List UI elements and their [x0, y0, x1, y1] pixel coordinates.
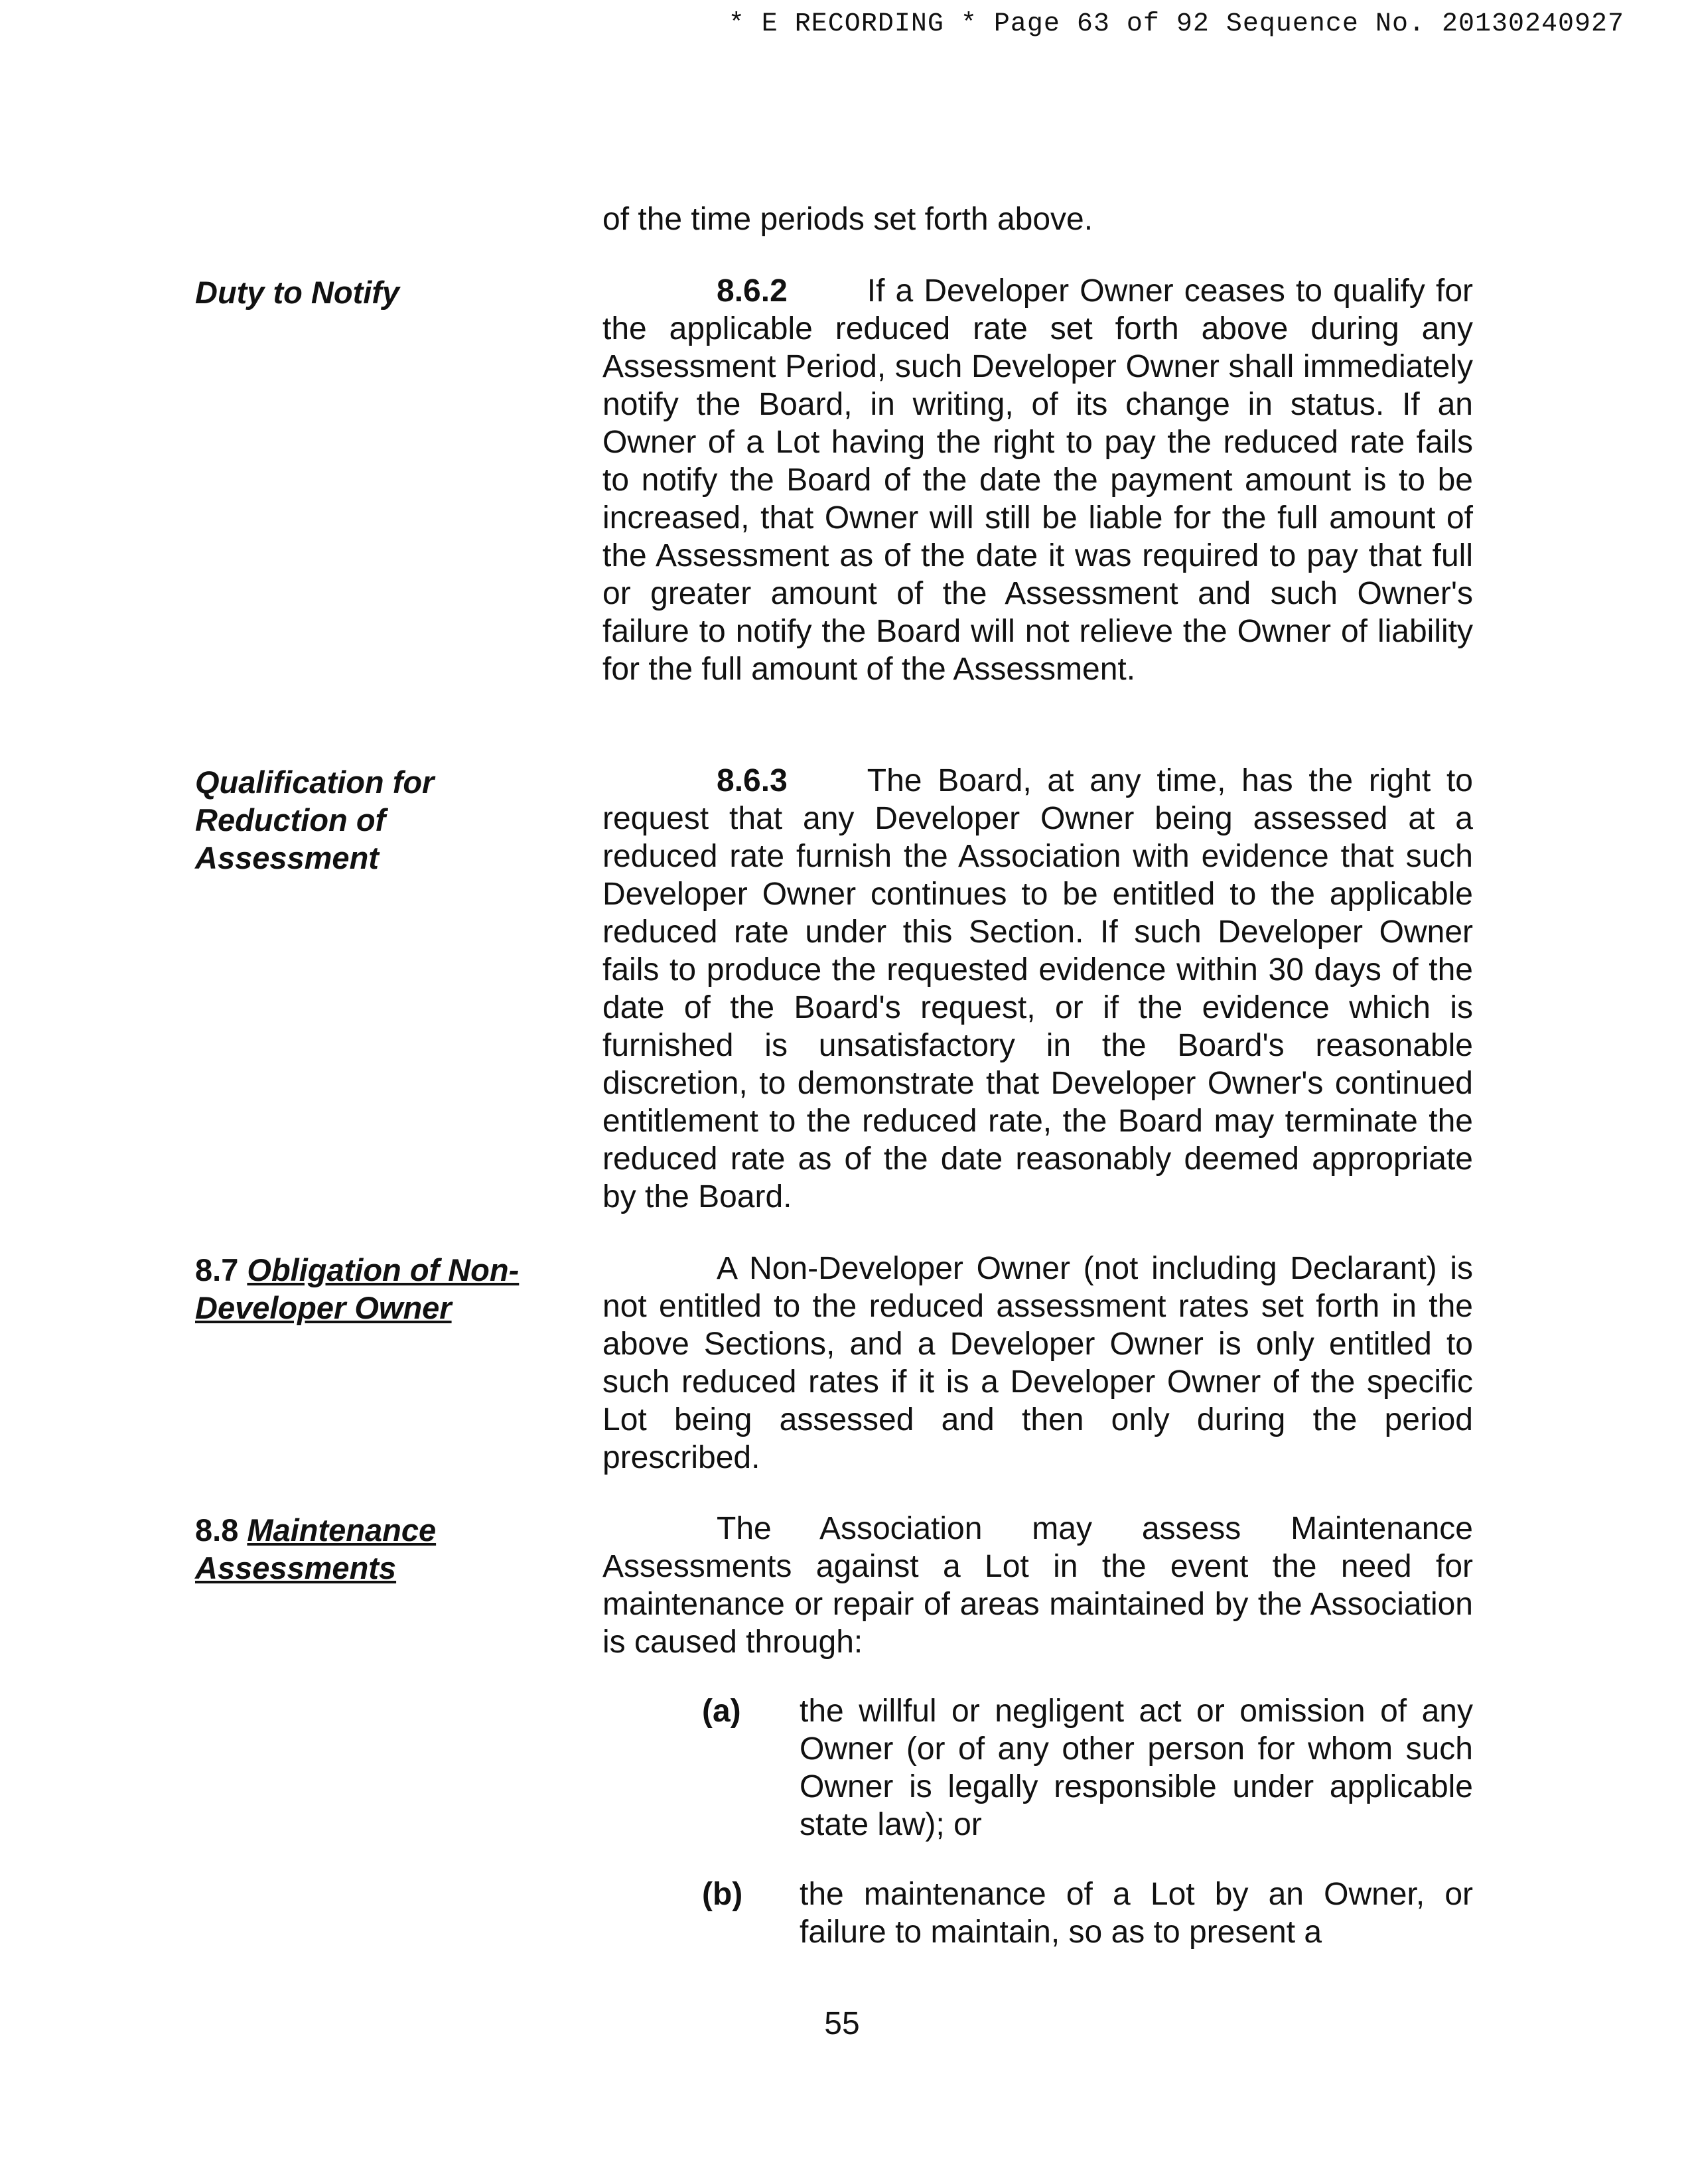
margin-heading-8-7 [195, 1251, 553, 1327]
heading-number: 8.7 [195, 1252, 239, 1287]
list-label: (b) [702, 1877, 743, 1912]
continuation-text: of the time periods set forth above. [602, 202, 1093, 237]
section-8-8-paragraph [602, 1510, 1473, 1661]
section-8-7-paragraph [602, 1250, 1473, 1477]
margin-heading-qualification: Qualification for Reduction of Assessment [195, 764, 435, 875]
recording-stamp: * E RECORDING * Page 63 of 92 Sequence No. 20130240927 [728, 9, 1624, 39]
margin-heading-8-8 [195, 1511, 500, 1587]
section-8-6-3-paragraph [602, 762, 1473, 1216]
list-label: (a) [702, 1694, 741, 1729]
heading-number: 8.8 [195, 1512, 239, 1548]
heading-title: Obligation of Non-Developer Owner [195, 1252, 520, 1325]
margin-heading-duty-to-notify: Duty to Notify [195, 275, 400, 310]
section-number: 8.6.3 [717, 763, 788, 798]
section-text: A Non-Developer Owner (not including Declarant) is not entitled to the reduced assessment rates set forth in the above Sections, and a Developer Owner is only entitled to such reduced rates if it is a Developer Owner of the specific Lot being assessed and then only during the period prescribed. [602, 1251, 1473, 1475]
section-text: The Association may assess Maintenance Assessments against a Lot in the event the need for maintenance or repair of areas maintained by the Association is caused through: [602, 1511, 1473, 1660]
list-text: the willful or negligent act or omission of any Owner (or of any other person for whom such Owner is legally responsible under applicable state law); or [800, 1694, 1473, 1842]
section-text: The Board, at any time, has the right to request that any Developer Owner being assessed at a reduced rate furnish the Association with evidence that such Developer Owner continues to be entitled to the applicable reduced rate under this Section. If such Developer Owner fails to produce the requested evidence within 30 days of the date of the Board's request, or if the evidence which is furnished is unsatisfactory in the Board's reasonable discretion, to demonstrate that Developer Owner's continued entitlement to the reduced rate, the Board may terminate the reduced rate as of the date reasonably deemed appropriate by the Board. [602, 763, 1473, 1214]
section-8-6-2-paragraph [602, 272, 1473, 688]
heading-title: Maintenance Assessments [195, 1512, 437, 1585]
section-text: If a Developer Owner ceases to qualify for the applicable reduced rate set forth above during any Assessment Period, such Developer Owner shall immediately notify the Board, in writing, of its change in status. If an Owner of a Lot having the right to pay the reduced rate fails to notify the Board of the date the payment amount is to be increased, that Owner will still be liable for the full amount of the Assessment as of the date it was required to pay that full or greater amount of the Assessment and such Owner's failure to notify the Board will not relieve the Owner of liability for the full amount of the Assessment. [602, 273, 1473, 687]
list-text: the maintenance of a Lot by an Owner, or failure to maintain, so as to present a [800, 1877, 1473, 1950]
page-number: 55 [824, 2006, 860, 2041]
section-number: 8.6.2 [717, 273, 788, 309]
